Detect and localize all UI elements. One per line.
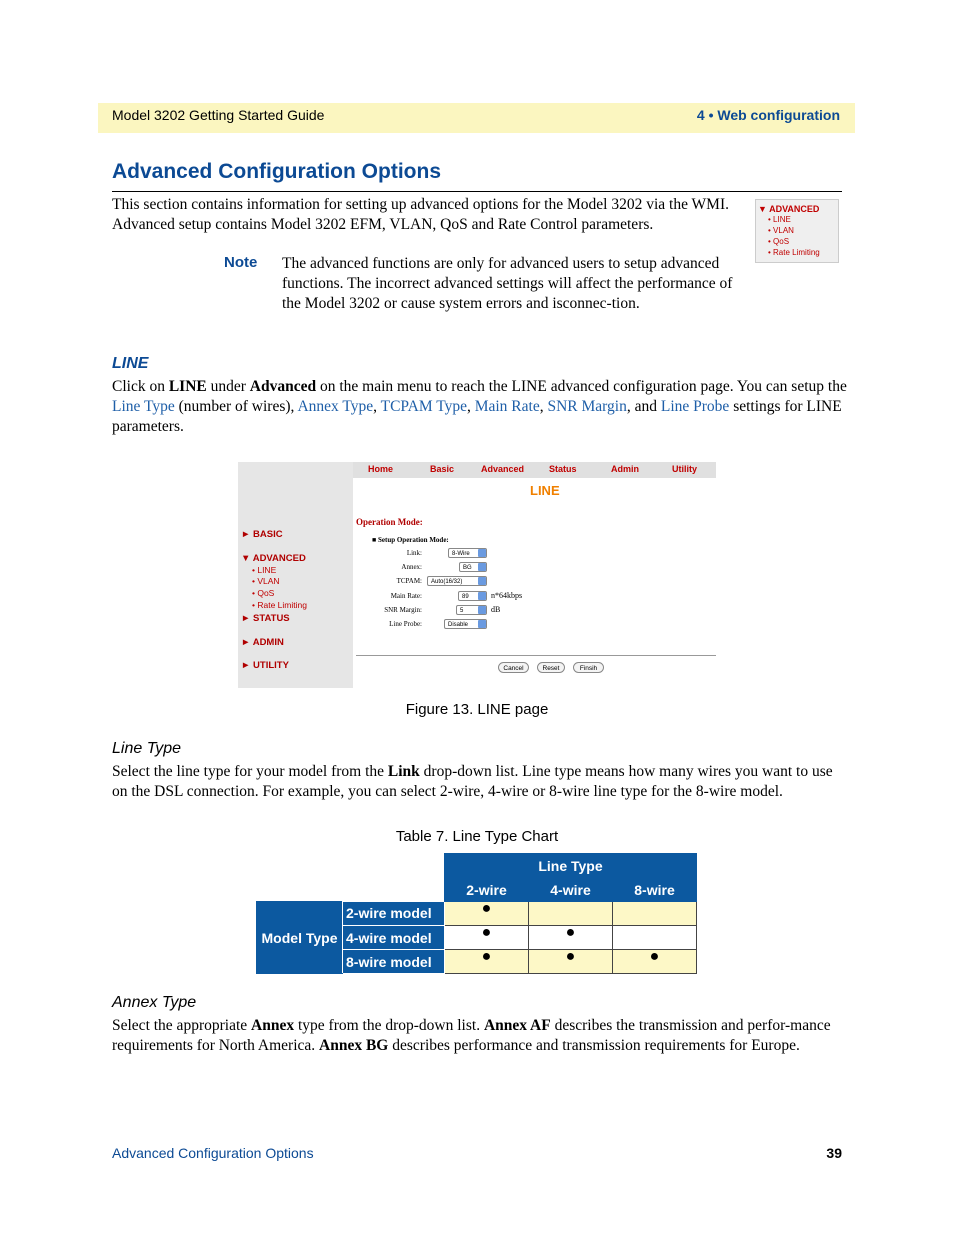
mini-menu-item: • QoS [768,237,790,246]
line-probe-label: Line Probe: [389,620,422,628]
link-label: Link: [406,549,422,557]
cancel-button[interactable]: Cancel [498,662,529,673]
side-sub-rate-limiting[interactable]: • Rate Limiting [252,600,307,610]
line-paragraph: Click on LINE under Advanced on the main menu to reach the LINE advanced configuration page. You can setup the Line Type (number of wires), Annex Type, TCPAM Type, Main Rate, SNR Margin, and Line Probe settings for LINE parameters. [112,378,847,435]
nav-advanced[interactable]: Advanced [481,464,525,474]
main-rate-label: Main Rate: [390,592,422,600]
line-type-paragraph: Select the line type for your model from the Link drop-down list. Line type means how many wires you want to use on the DSL connection. For example, you can select 2-wire, 4-wire or 8-wire line type for the 8-wire model. [112,763,833,800]
annex-type-paragraph: Select the appropriate Annex type from the drop-down list. Annex AF describes the transmission and perfor-mance requirements for North America. Annex BG describes performance and transmission requirements for Europe. [112,1017,831,1054]
table-cell: ● [445,950,529,974]
figure-caption: Figure 13. LINE page [405,701,549,718]
table-cell: ● [445,926,529,950]
main-rate-select[interactable]: 89 [458,591,487,601]
link-line-probe[interactable]: Line Probe [660,398,730,415]
table-cell: ● [529,950,613,974]
nav-admin[interactable]: Admin [611,464,639,474]
title-rule [112,191,842,192]
tcpam-select[interactable]: Auto(16/32) [427,576,487,586]
link-main-rate[interactable]: Main Rate [474,398,540,415]
section-title: Advanced Configuration Options [112,160,441,183]
link-select[interactable]: 8-Wire [448,548,487,558]
setup-label: ■ Setup Operation Mode: [372,536,449,544]
table-caption: Table 7. Line Type Chart [395,828,559,845]
link-line-type[interactable]: Line Type [112,398,175,415]
table-cell [613,902,697,926]
annex-type-heading: Annex Type [112,994,197,1011]
line-page-figure [238,462,716,688]
side-sub-vlan[interactable]: • VLAN [252,576,280,586]
note-label: Note [224,254,258,271]
table-cell [613,926,697,950]
table-cell: ● [445,902,529,926]
line-type-heading: Line Type [112,740,182,757]
figure-divider [356,655,716,656]
figure-sidebar [238,462,353,688]
line-heading: LINE [112,355,149,372]
side-sub-qos[interactable]: • QoS [252,588,275,598]
tcpam-label: TCPAM: [396,577,422,585]
table-cell [529,902,613,926]
link-annex-type[interactable]: Annex Type [297,398,374,415]
nav-basic[interactable]: Basic [430,464,455,474]
table-group-header: Line Type [445,854,697,878]
side-status[interactable]: ► STATUS [241,613,290,624]
link-snr-margin[interactable]: SNR Margin [547,398,627,415]
mini-menu-item: • VLAN [768,226,794,235]
reset-button[interactable]: Reset [537,662,565,673]
table-row-header: 8-wire model [343,950,445,974]
header-guide-title: Model 3202 Getting Started Guide [112,107,325,123]
snr-unit: dB [491,605,501,614]
finish-button[interactable]: Finsih [573,662,604,673]
line-probe-select[interactable]: Disable [444,619,487,629]
annex-label: Annex: [401,563,422,571]
mini-menu-item: • LINE [768,215,791,224]
advanced-menu-thumbnail [755,199,839,263]
table-cell: ● [613,950,697,974]
side-utility[interactable]: ► UTILITY [241,660,289,671]
side-sub-line[interactable]: • LINE [252,565,277,575]
nav-status[interactable]: Status [549,464,577,474]
table-row-header: 2-wire model [343,902,445,926]
table-col-header: 2-wire [445,878,529,902]
figure-top-nav [353,462,716,478]
annex-select[interactable]: BG [459,562,487,572]
header-chapter: 4 • Web configuration [696,107,840,123]
main-rate-unit: n*64kbps [491,591,523,600]
mini-menu-heading: ▼ ADVANCED [758,204,820,214]
table-col-header: 4-wire [529,878,613,902]
nav-home[interactable]: Home [368,464,394,474]
intro-paragraph: This section contains information for setting up advanced options for the Model 3202 via the WMI. Advanced setup contains Model 3202 EFM, VLAN, QoS and Rate Control parameters. [112,196,730,233]
nav-utility[interactable]: Utility [672,464,698,474]
table-row [257,902,697,926]
link-tcpam-type[interactable]: TCPAM Type [380,398,467,415]
side-admin[interactable]: ► ADMIN [241,637,284,648]
snr-select[interactable]: 5 [456,605,487,615]
operation-mode-label: Operation Mode: [356,517,423,527]
page-number: 39 [826,1145,842,1161]
mini-menu-item: • Rate Limiting [768,248,820,257]
note-text: The advanced functions are only for advanced users to setup advanced functions. The incorrect advanced settings will affect the performance of the Model 3202 or cause system errors and isconnec-tion. [282,255,733,312]
footer-section-name: Advanced Configuration Options [112,1145,314,1161]
snr-label: SNR Margin: [384,606,422,614]
table-cell: ● [529,926,613,950]
side-advanced[interactable]: ▼ ADVANCED [241,553,306,564]
table-row-group-header: Model Type [257,902,343,974]
side-basic[interactable]: ► BASIC [241,529,283,540]
line-type-table [256,853,697,974]
figure-page-heading: LINE [530,483,560,498]
table-col-header: 8-wire [613,878,697,902]
table-row-header: 4-wire model [343,926,445,950]
